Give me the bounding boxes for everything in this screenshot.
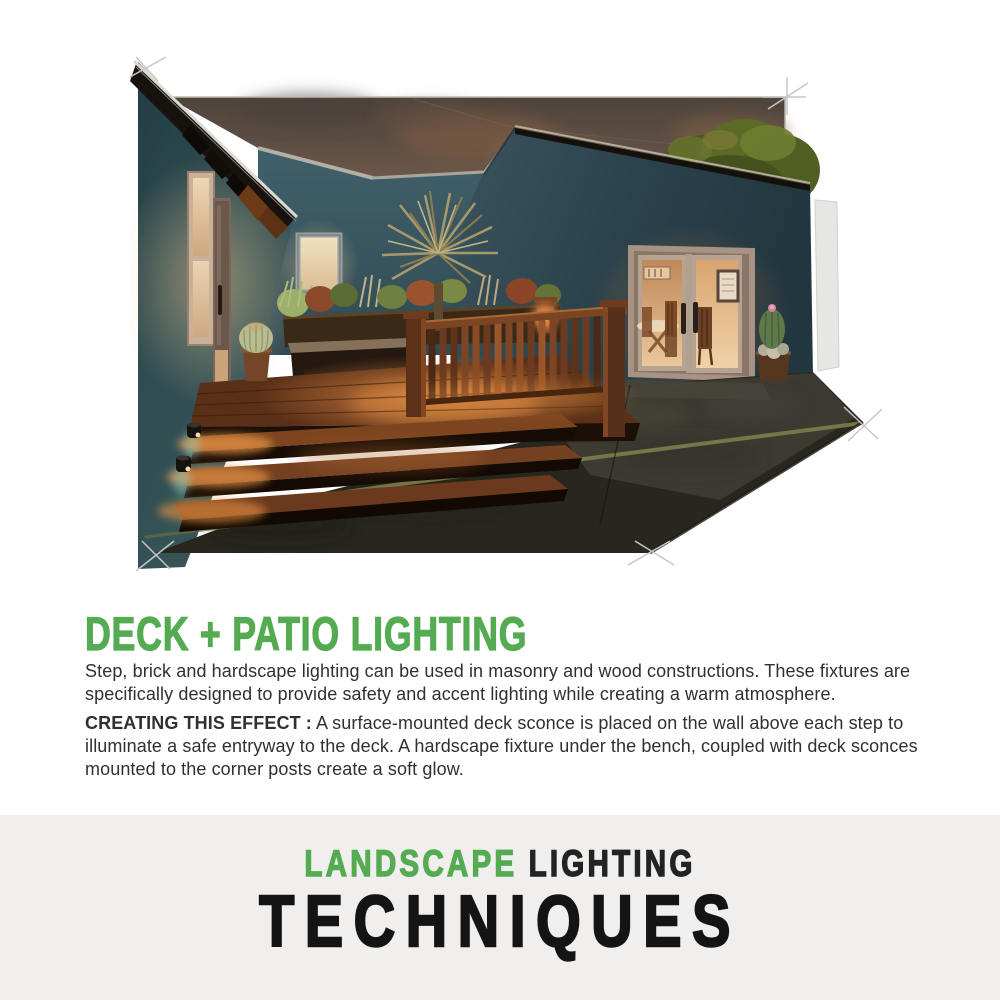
section-heading: DECK + PATIO LIGHTING <box>85 607 528 660</box>
effect-paragraph <box>85 712 933 781</box>
intro-paragraph: Step, brick and hardscape lighting can be used in masonry and wood constructions. These fixtures are specifically designed to provide safety and accent lighting while creating a warm atmosphere. <box>85 661 911 704</box>
side-panel <box>815 200 839 371</box>
footer-title: TECHNIQUES <box>259 882 741 962</box>
footer-subtitle <box>100 843 900 885</box>
footer-word-landscape: LANDSCAPE <box>304 843 518 884</box>
effect-text: A surface-mounted deck sconce is placed on the wall above each step to illuminate a safe entryway to the deck. A hardscape fixture under the bench, coupled with deck sconces mounted to the corner posts create a soft glow. <box>85 713 918 779</box>
deck-patio-illustration <box>130 55 890 585</box>
footer-word-lighting: LIGHTING <box>528 843 696 884</box>
night-scene-svg <box>130 55 890 585</box>
effect-label: CREATING THIS EFFECT : <box>85 713 312 733</box>
french-doors <box>600 235 780 395</box>
footer-band <box>0 815 1000 1000</box>
